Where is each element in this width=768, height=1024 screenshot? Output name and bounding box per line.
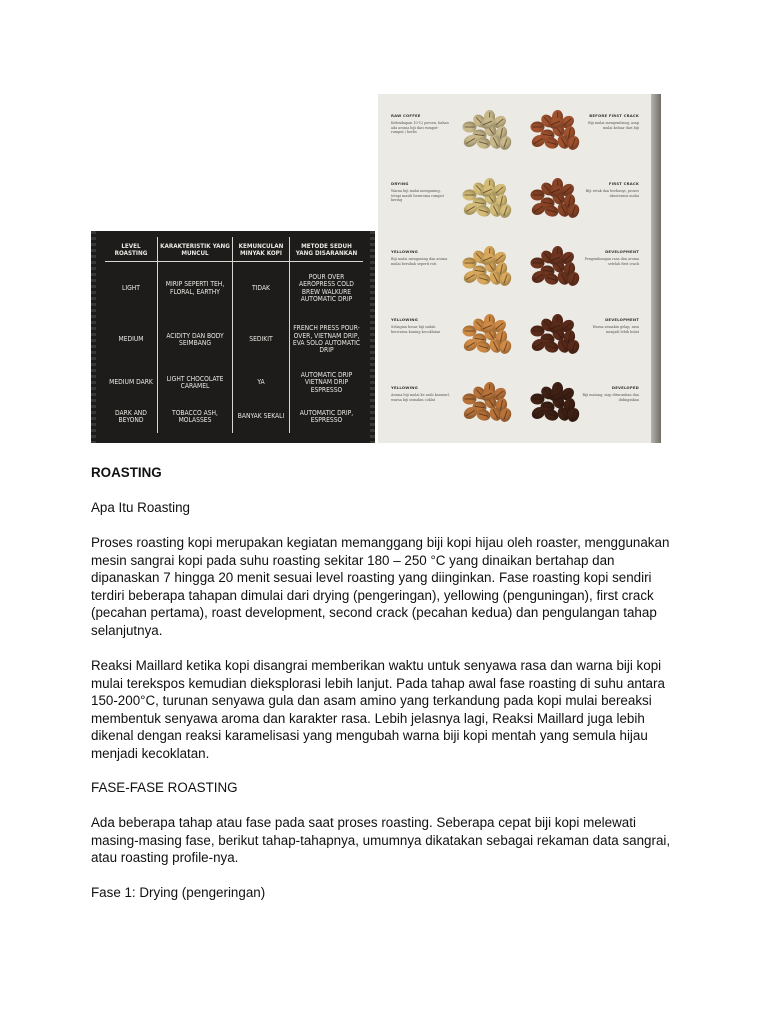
table-header-row	[105, 237, 363, 262]
stage-label: BEFORE FIRST CRACK	[589, 113, 639, 118]
header-characteristic: KARAKTERISTIK YANG MUNCUL	[158, 237, 233, 262]
stage-description: Biji mulai menguning dan aroma mulai berubah seperti roti	[391, 257, 448, 266]
stage-label: DEVELOPMENT	[605, 249, 639, 254]
stage-description: Aroma biji mulai ke arah karamel, warna biji semakin coklat	[391, 393, 450, 402]
stage-right-4	[378, 302, 651, 370]
stage-right-1	[378, 98, 651, 166]
image-edge-shadow	[651, 94, 661, 443]
cell-oil: YA	[233, 365, 290, 401]
cell-level: LIGHT	[122, 283, 140, 292]
stage-label: DRYING	[391, 181, 409, 186]
stage-description: Warna semakin gelap, rasa menjadi lebih bulat	[592, 325, 639, 334]
cell-oil: SEDIKIT	[233, 315, 290, 365]
table-row	[105, 315, 363, 365]
subheading-phase-1: Fase 1: Drying (pengeringan)	[91, 885, 266, 900]
stage-label: FIRST CRACK	[608, 181, 639, 186]
stage-description: Biji retak dan berbunyi, proses eksotermis mulai	[585, 189, 639, 198]
subheading-what-is-roasting: Apa Itu Roasting	[91, 500, 191, 515]
stage-right-2	[378, 166, 651, 234]
header-oil: KEMUNCULAN MINYAK KOPI	[233, 237, 290, 262]
bean-pile	[530, 310, 578, 352]
table-row	[105, 365, 363, 401]
cell-level: MEDIUM DARK	[109, 378, 153, 387]
bean-pile	[530, 106, 578, 148]
cell-level: DARK AND BEYOND	[115, 408, 147, 424]
stage-description: Biji mulai mengembang, asap mulai keluar dari biji	[588, 121, 639, 130]
stage-label: YELLOWING	[391, 317, 418, 322]
bean-pile	[530, 242, 578, 284]
bean-pile	[530, 378, 578, 420]
subheading-roasting-phases: FASE-FASE ROASTING	[91, 780, 238, 795]
paragraph-maillard: Reaksi Maillard ketika kopi disangrai memberikan waktu untuk senyawa rasa dan warna biji kopi mulai terekspos kemudian dieksplorasi lebih lanjut. Pada tahap awal fase roasting di suhu antara 150-200°C, turunan senyawa gula dan asam amino yang terkandung pada kopi mulai bereaksi membentuk senyawa aroma dan karakter rasa. Lebih jelasnya lagi, Reaksi Maillard juga lebih dikenal dengan reaksi karamelisasi yang mengubah warna biji kopi mentah yang semula hijau menjadi kecoklatan.	[91, 658, 665, 761]
cell-method: FRENCH PRESS POUR-OVER, VIETNAM DRIP, EVA SOLO AUTOMATIC DRIP	[290, 315, 364, 365]
header-level: LEVEL ROASTING	[105, 237, 158, 262]
cell-characteristic: TOBACCO ASH, MOLASSES	[158, 401, 233, 433]
stage-label: RAW COFFEE	[391, 113, 421, 118]
table-row	[105, 401, 363, 433]
stage-label: DEVELOPMENT	[605, 317, 639, 322]
bean-pile	[530, 174, 578, 216]
cell-oil: TIDAK	[233, 262, 290, 316]
stage-label: DEVELOPED	[611, 385, 639, 390]
roasting-stages-image	[378, 94, 661, 443]
cell-characteristic: MIRIP SEPERTI TEH, FLORAL, EARTHY	[158, 262, 233, 316]
header-method: METODE SEDUH YANG DISARANKAN	[290, 237, 364, 262]
cell-method: POUR OVER AEROPRESS COLD BREW WALKURE AUTOMATIC DRIP	[290, 262, 364, 316]
table-row	[105, 262, 363, 316]
cell-characteristic: LIGHT CHOCOLATE CARAMEL	[158, 365, 233, 401]
section-heading: ROASTING	[91, 465, 162, 480]
stage-description: Warna biji mulai menguning, tetapi masih beraroma rumput kering	[391, 189, 444, 203]
stage-right-3	[378, 234, 651, 302]
cell-method: AUTOMATIC DRIP VIETNAM DRIP ESPRESSO	[290, 365, 364, 401]
roast-level-table	[105, 237, 363, 433]
stage-description: Kelembapan 10-12 persen, bahan ada aroma biji dari rumput-rumput / herbs	[391, 121, 449, 135]
stage-description: Pengembangan rasa dan aroma setelah first crack	[584, 257, 639, 266]
cell-oil: BANYAK SEKALI	[233, 401, 290, 433]
stage-label: YELLOWING	[391, 249, 418, 254]
stage-right-5	[378, 370, 651, 438]
paragraph-roasting-process: Proses roasting kopi merupakan kegiatan memanggang biji kopi hijau oleh roaster, menggunakan mesin sangrai kopi pada suhu roasting sekitar 180 – 250 °C yang dinaikan bertahap dan dipanaskan 7 hingga 20 menit sesuai level roasting yang diinginkan. Fase roasting kopi sendiri terdiri beberapa tahapan dimulai dari drying (pengeringan), yellowing (penguningan), first crack (pecahan pertama), roast development, second crack (pecahan kedua) dan pengulangan tahap selanjutnya.	[91, 535, 670, 638]
paragraph-phases: Ada beberapa tahap atau fase pada saat proses roasting. Seberapa cepat biji kopi melewati masing-masing fase, berikut tahap-tahapnya, umumnya dikatakan sebagai rekaman data sangrai, atau roasting profile-nya.	[91, 815, 671, 865]
stage-description: Sebagian besar biji sudah berwarna kuning kecoklatan	[391, 325, 441, 334]
cell-level: MEDIUM	[118, 335, 144, 344]
stage-description: Biji matang, siap diturunkan dan didinginkan	[582, 393, 639, 402]
cell-characteristic: ACIDITY DAN BODY SEIMBANG	[158, 315, 233, 365]
cell-method: AUTOMATIC DRIP, ESPRESSO	[290, 401, 364, 433]
roast-level-table-image	[91, 231, 375, 443]
stage-label: YELLOWING	[391, 385, 418, 390]
